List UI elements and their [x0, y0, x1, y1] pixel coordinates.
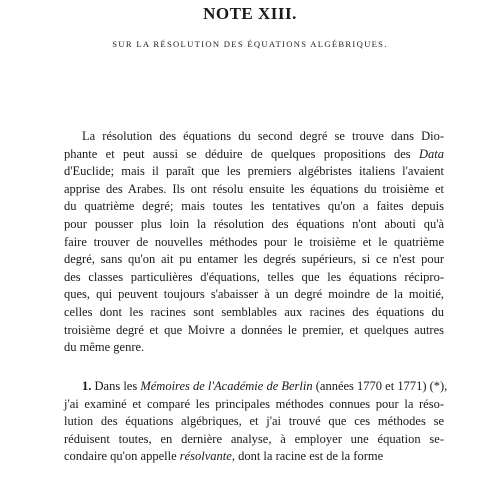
italic-term: Data: [419, 146, 444, 161]
italic-term: résolvante,: [179, 449, 235, 464]
text-line: troisième degré et que Moivre a données le premier, et quelques autres: [64, 322, 444, 337]
text-line: d'Euclide; mais il paraît que les premiers algébristes italiens l'avaient: [64, 164, 444, 179]
text-run: phante et peut aussi se déduire de quelques propositions des: [64, 146, 419, 161]
text-line: ques, qui peuvent toujours s'abaisser à un degré moindre de la moitié,: [64, 287, 444, 302]
text-line: j'ai examiné et comparé les principales méthodes connues pour la réso-: [64, 396, 444, 411]
text-line: [64, 378, 448, 396]
text-run: condaire qu'on appelle: [64, 449, 180, 464]
section-subtitle: SUR LA RÉSOLUTION DES ÉQUATIONS ALGÉBRIQUES.: [112, 39, 388, 49]
text-run: (années 1770 et 1771) (*),: [312, 379, 448, 393]
text-line: degré, sans qu'on ait pu entamer les degrés supérieurs, si ce n'est pour: [64, 252, 444, 267]
text-line: apprise des Arabes. Ils ont résolu ensuite les équations du troisième et: [64, 181, 444, 196]
section-number: 1.: [82, 379, 92, 393]
text-line: celles dont les racines sont semblables aux racines des équations du: [64, 304, 444, 319]
text-line: pour pousser plus loin la résolution des équations n'ont abouti qu'à: [64, 216, 444, 231]
text-run: Dans les: [91, 379, 141, 393]
text-line: du même genre.: [64, 340, 145, 355]
text-line: faire trouver de nouvelles méthodes pour le troisième et le quatrième: [64, 234, 444, 249]
paragraph-section-1: [64, 378, 448, 466]
text-line: [64, 448, 444, 466]
text-line: des classes particulières d'équations, telles que les équations récipro-: [64, 269, 444, 284]
italic-reference: Mémoires de l'Académie de Berlin: [140, 379, 313, 393]
text-line: du quatrième degré; mais toutes les tentatives qu'on a faites depuis: [64, 199, 444, 214]
paragraph-intro: [64, 128, 444, 357]
text-run: dont la racine est de la forme: [234, 449, 384, 464]
note-title: NOTE XIII.: [203, 4, 297, 23]
text-line: lution des équations algébriques, et j'ai trouvé que ces méthodes se: [64, 414, 444, 429]
text-line: réduisent toutes, en dernière analyse, à employer une équation se-: [64, 431, 444, 446]
text-line: [64, 146, 444, 164]
text-line: La résolution des équations du second degré se trouve dans Dio-: [82, 129, 444, 143]
